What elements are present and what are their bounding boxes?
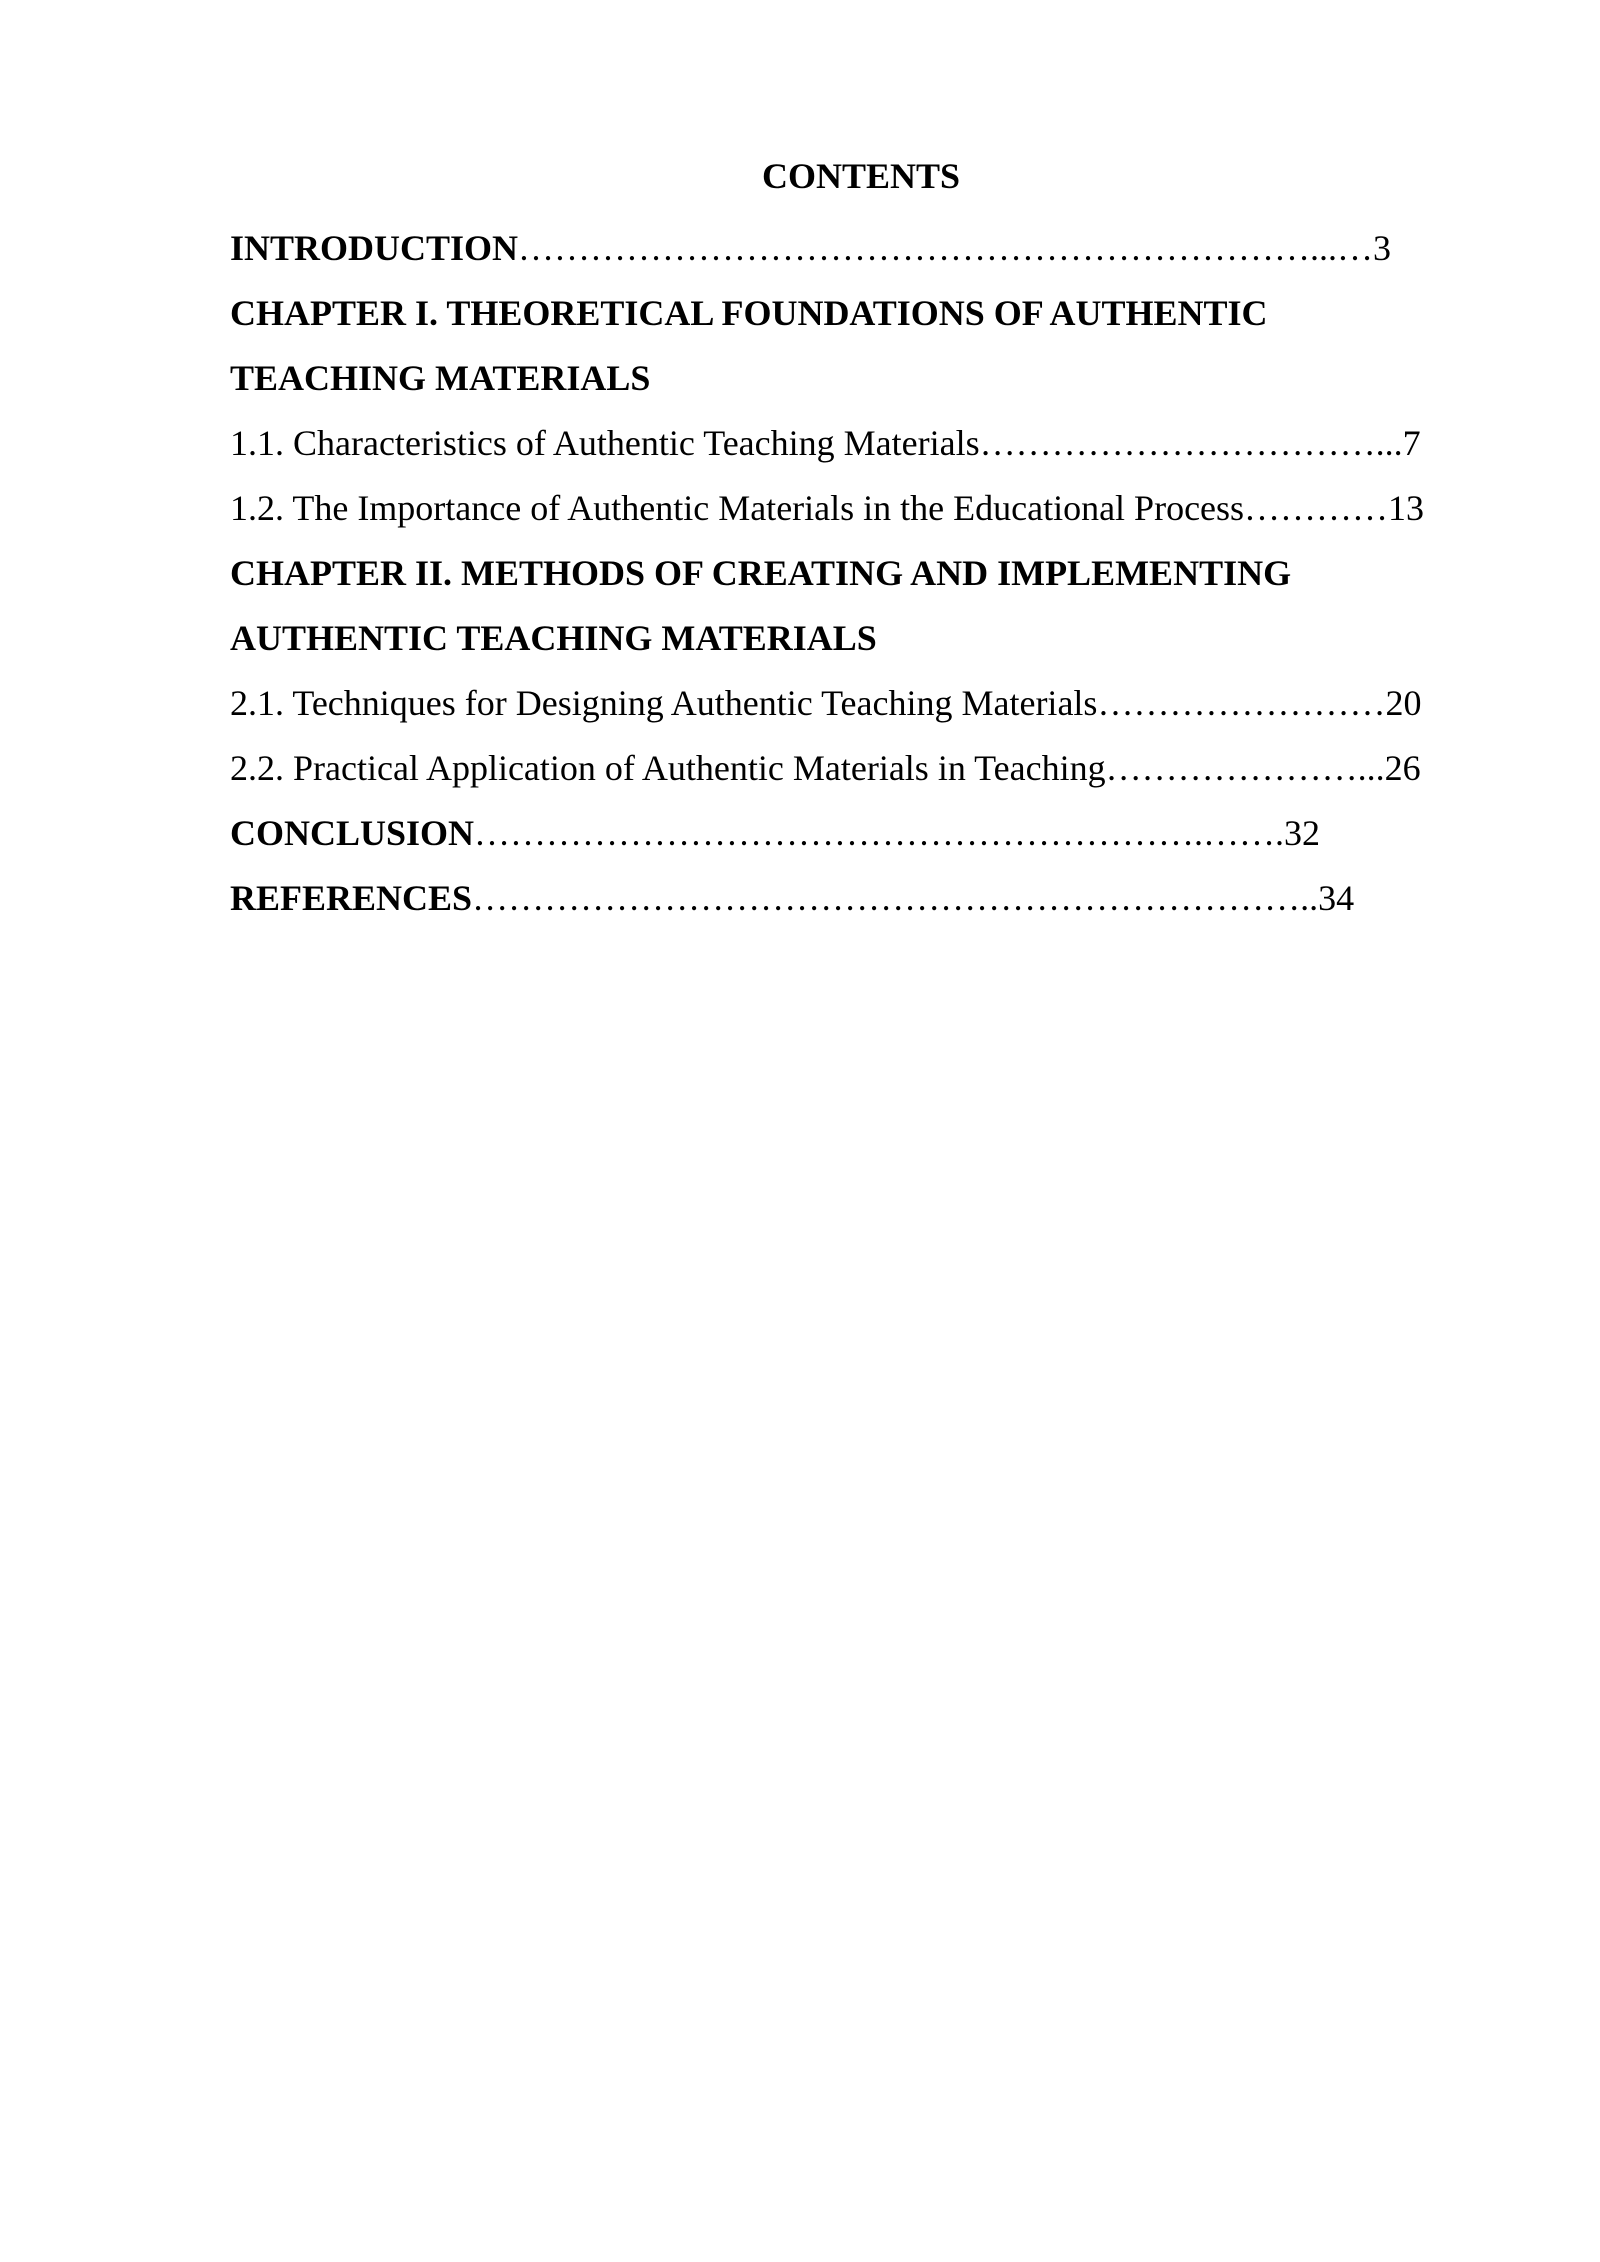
toc-entry-introduction[interactable] <box>230 216 1492 281</box>
toc-page-number: 20 <box>1385 683 1422 723</box>
toc-entry-2-2[interactable] <box>230 736 1492 801</box>
table-of-contents <box>230 150 1492 931</box>
toc-entry-label: CONCLUSION <box>230 813 475 853</box>
toc-page-number: 26 <box>1384 748 1421 788</box>
toc-entry-references[interactable] <box>230 866 1492 931</box>
toc-page-number: 3 <box>1373 228 1392 268</box>
chapter-1-heading-line-1[interactable]: CHAPTER I. THEORETICAL FOUNDATIONS OF AUTHENTIC <box>230 293 1268 333</box>
toc-page-number: 7 <box>1402 423 1421 463</box>
toc-page-number: 32 <box>1284 813 1321 853</box>
chapter-1-heading-line-2[interactable]: TEACHING MATERIALS <box>230 358 651 398</box>
toc-entry-conclusion[interactable] <box>230 801 1492 866</box>
toc-page-number: 34 <box>1318 878 1355 918</box>
toc-leader-dots: …………………………………………………………...… <box>518 228 1374 268</box>
toc-leader-dots: …………………… <box>1097 683 1386 723</box>
toc-entry-label: INTRODUCTION <box>230 228 519 268</box>
toc-leader-dots: ………… <box>1244 488 1389 528</box>
toc-leader-dots: ……………………………... <box>979 423 1403 463</box>
toc-leader-dots: …………………... <box>1105 748 1385 788</box>
toc-leader-dots: …………………………………………………………….. <box>472 878 1319 918</box>
toc-entry-1-1[interactable] <box>230 411 1492 476</box>
toc-entry-label: 2.2. Practical Application of Authentic Materials in Teaching <box>230 748 1106 788</box>
chapter-2-heading-line-2[interactable]: AUTHENTIC TEACHING MATERIALS <box>230 618 877 658</box>
toc-entry-1-2[interactable] <box>230 476 1492 541</box>
chapter-2-heading-line-1[interactable]: CHAPTER II. METHODS OF CREATING AND IMPLEMENTING <box>230 553 1292 593</box>
toc-entry-label: 2.1. Techniques for Designing Authentic Teaching Materials <box>230 683 1098 723</box>
contents-title: CONTENTS <box>761 156 961 196</box>
toc-entry-label: 1.1. Characteristics of Authentic Teaching Materials <box>230 423 980 463</box>
toc-leader-dots: …………………………………………………….……. <box>474 813 1285 853</box>
toc-entry-2-1[interactable] <box>230 671 1492 736</box>
toc-entry-label: REFERENCES <box>230 878 473 918</box>
toc-entry-label: 1.2. The Importance of Authentic Materials in the Educational Process <box>230 488 1245 528</box>
toc-page-number: 13 <box>1388 488 1425 528</box>
